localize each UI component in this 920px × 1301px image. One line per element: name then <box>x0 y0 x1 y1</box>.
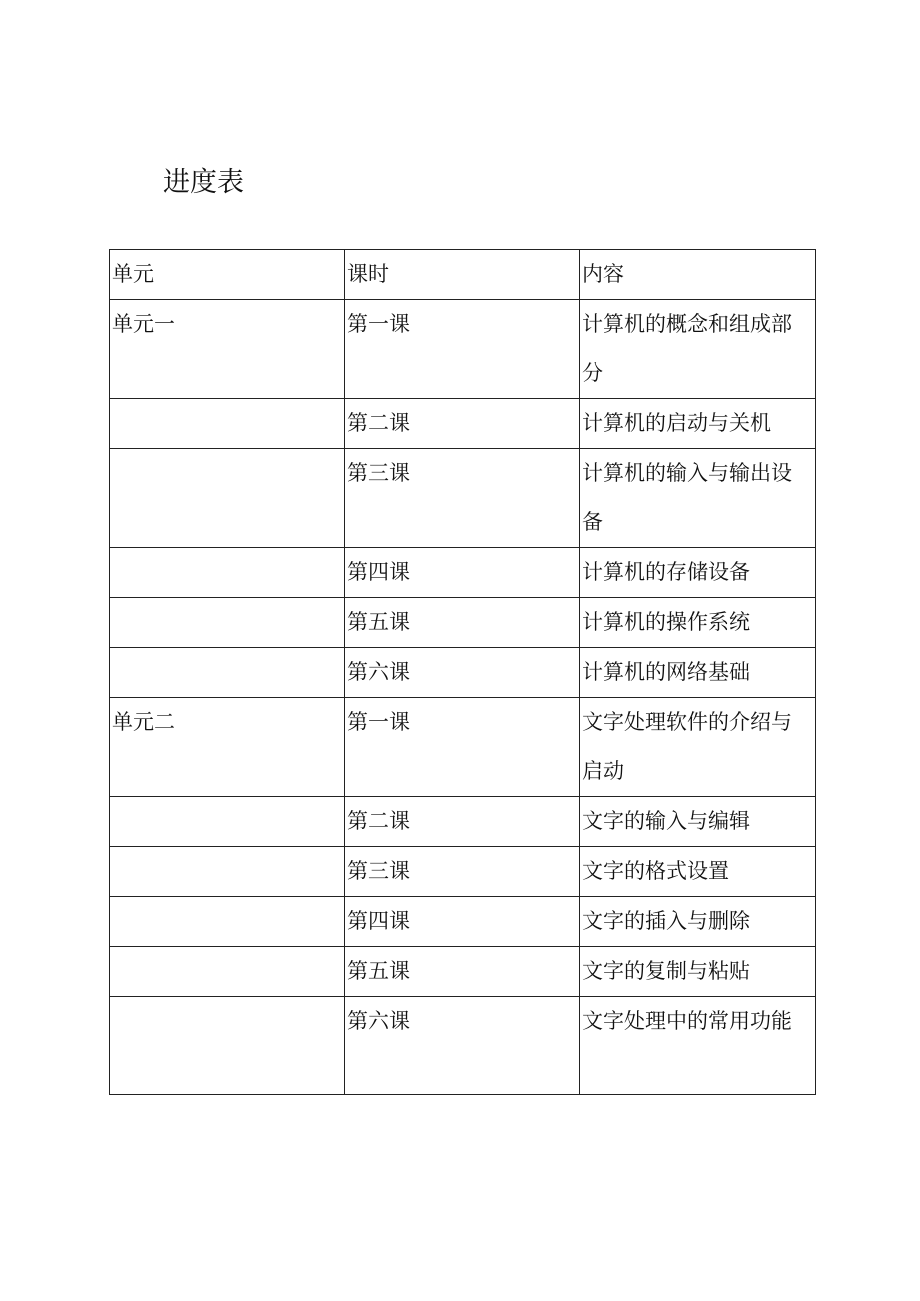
unit-cell <box>110 548 345 598</box>
table-row <box>110 598 816 648</box>
header-content: 内容 <box>580 250 816 300</box>
content-cell: 计算机的概念和组成部分 <box>580 300 816 399</box>
content-cell: 计算机的网络基础 <box>580 648 816 698</box>
table-row <box>110 648 816 698</box>
content-cell: 文字的插入与删除 <box>580 897 816 947</box>
lesson-cell: 第六课 <box>345 997 580 1095</box>
content-cell: 计算机的存储设备 <box>580 548 816 598</box>
lesson-cell: 第三课 <box>345 847 580 897</box>
table-row <box>110 698 816 797</box>
unit-cell <box>110 648 345 698</box>
table-row <box>110 548 816 598</box>
unit-cell <box>110 797 345 847</box>
unit-cell <box>110 997 345 1095</box>
table-row <box>110 997 816 1095</box>
page-title: 进度表 <box>163 167 244 198</box>
unit-cell <box>110 897 345 947</box>
lesson-cell: 第一课 <box>345 300 580 399</box>
unit-cell <box>110 598 345 648</box>
unit-cell <box>110 449 345 548</box>
unit-cell: 单元二 <box>110 698 345 797</box>
table-row <box>110 797 816 847</box>
lesson-cell: 第一课 <box>345 698 580 797</box>
content-cell: 计算机的操作系统 <box>580 598 816 648</box>
lesson-cell: 第三课 <box>345 449 580 548</box>
table-row <box>110 399 816 449</box>
table-header-row <box>110 250 816 300</box>
table-row <box>110 897 816 947</box>
content-cell: 文字处理软件的介绍与启动 <box>580 698 816 797</box>
lesson-cell: 第二课 <box>345 399 580 449</box>
table-row <box>110 449 816 548</box>
lesson-cell: 第六课 <box>345 648 580 698</box>
lesson-cell: 第四课 <box>345 897 580 947</box>
unit-cell <box>110 399 345 449</box>
content-cell: 计算机的启动与关机 <box>580 399 816 449</box>
content-cell: 文字的输入与编辑 <box>580 797 816 847</box>
lesson-cell: 第二课 <box>345 797 580 847</box>
header-unit: 单元 <box>110 250 345 300</box>
schedule-table <box>109 249 816 1095</box>
table-row <box>110 847 816 897</box>
unit-cell <box>110 947 345 997</box>
unit-cell <box>110 847 345 897</box>
content-cell: 文字的格式设置 <box>580 847 816 897</box>
content-cell: 文字的复制与粘贴 <box>580 947 816 997</box>
table-row <box>110 947 816 997</box>
header-lesson: 课时 <box>345 250 580 300</box>
lesson-cell: 第五课 <box>345 947 580 997</box>
lesson-cell: 第五课 <box>345 598 580 648</box>
unit-cell: 单元一 <box>110 300 345 399</box>
content-cell: 计算机的输入与输出设备 <box>580 449 816 548</box>
lesson-cell: 第四课 <box>345 548 580 598</box>
content-cell: 文字处理中的常用功能 <box>580 997 816 1095</box>
table-row <box>110 300 816 399</box>
